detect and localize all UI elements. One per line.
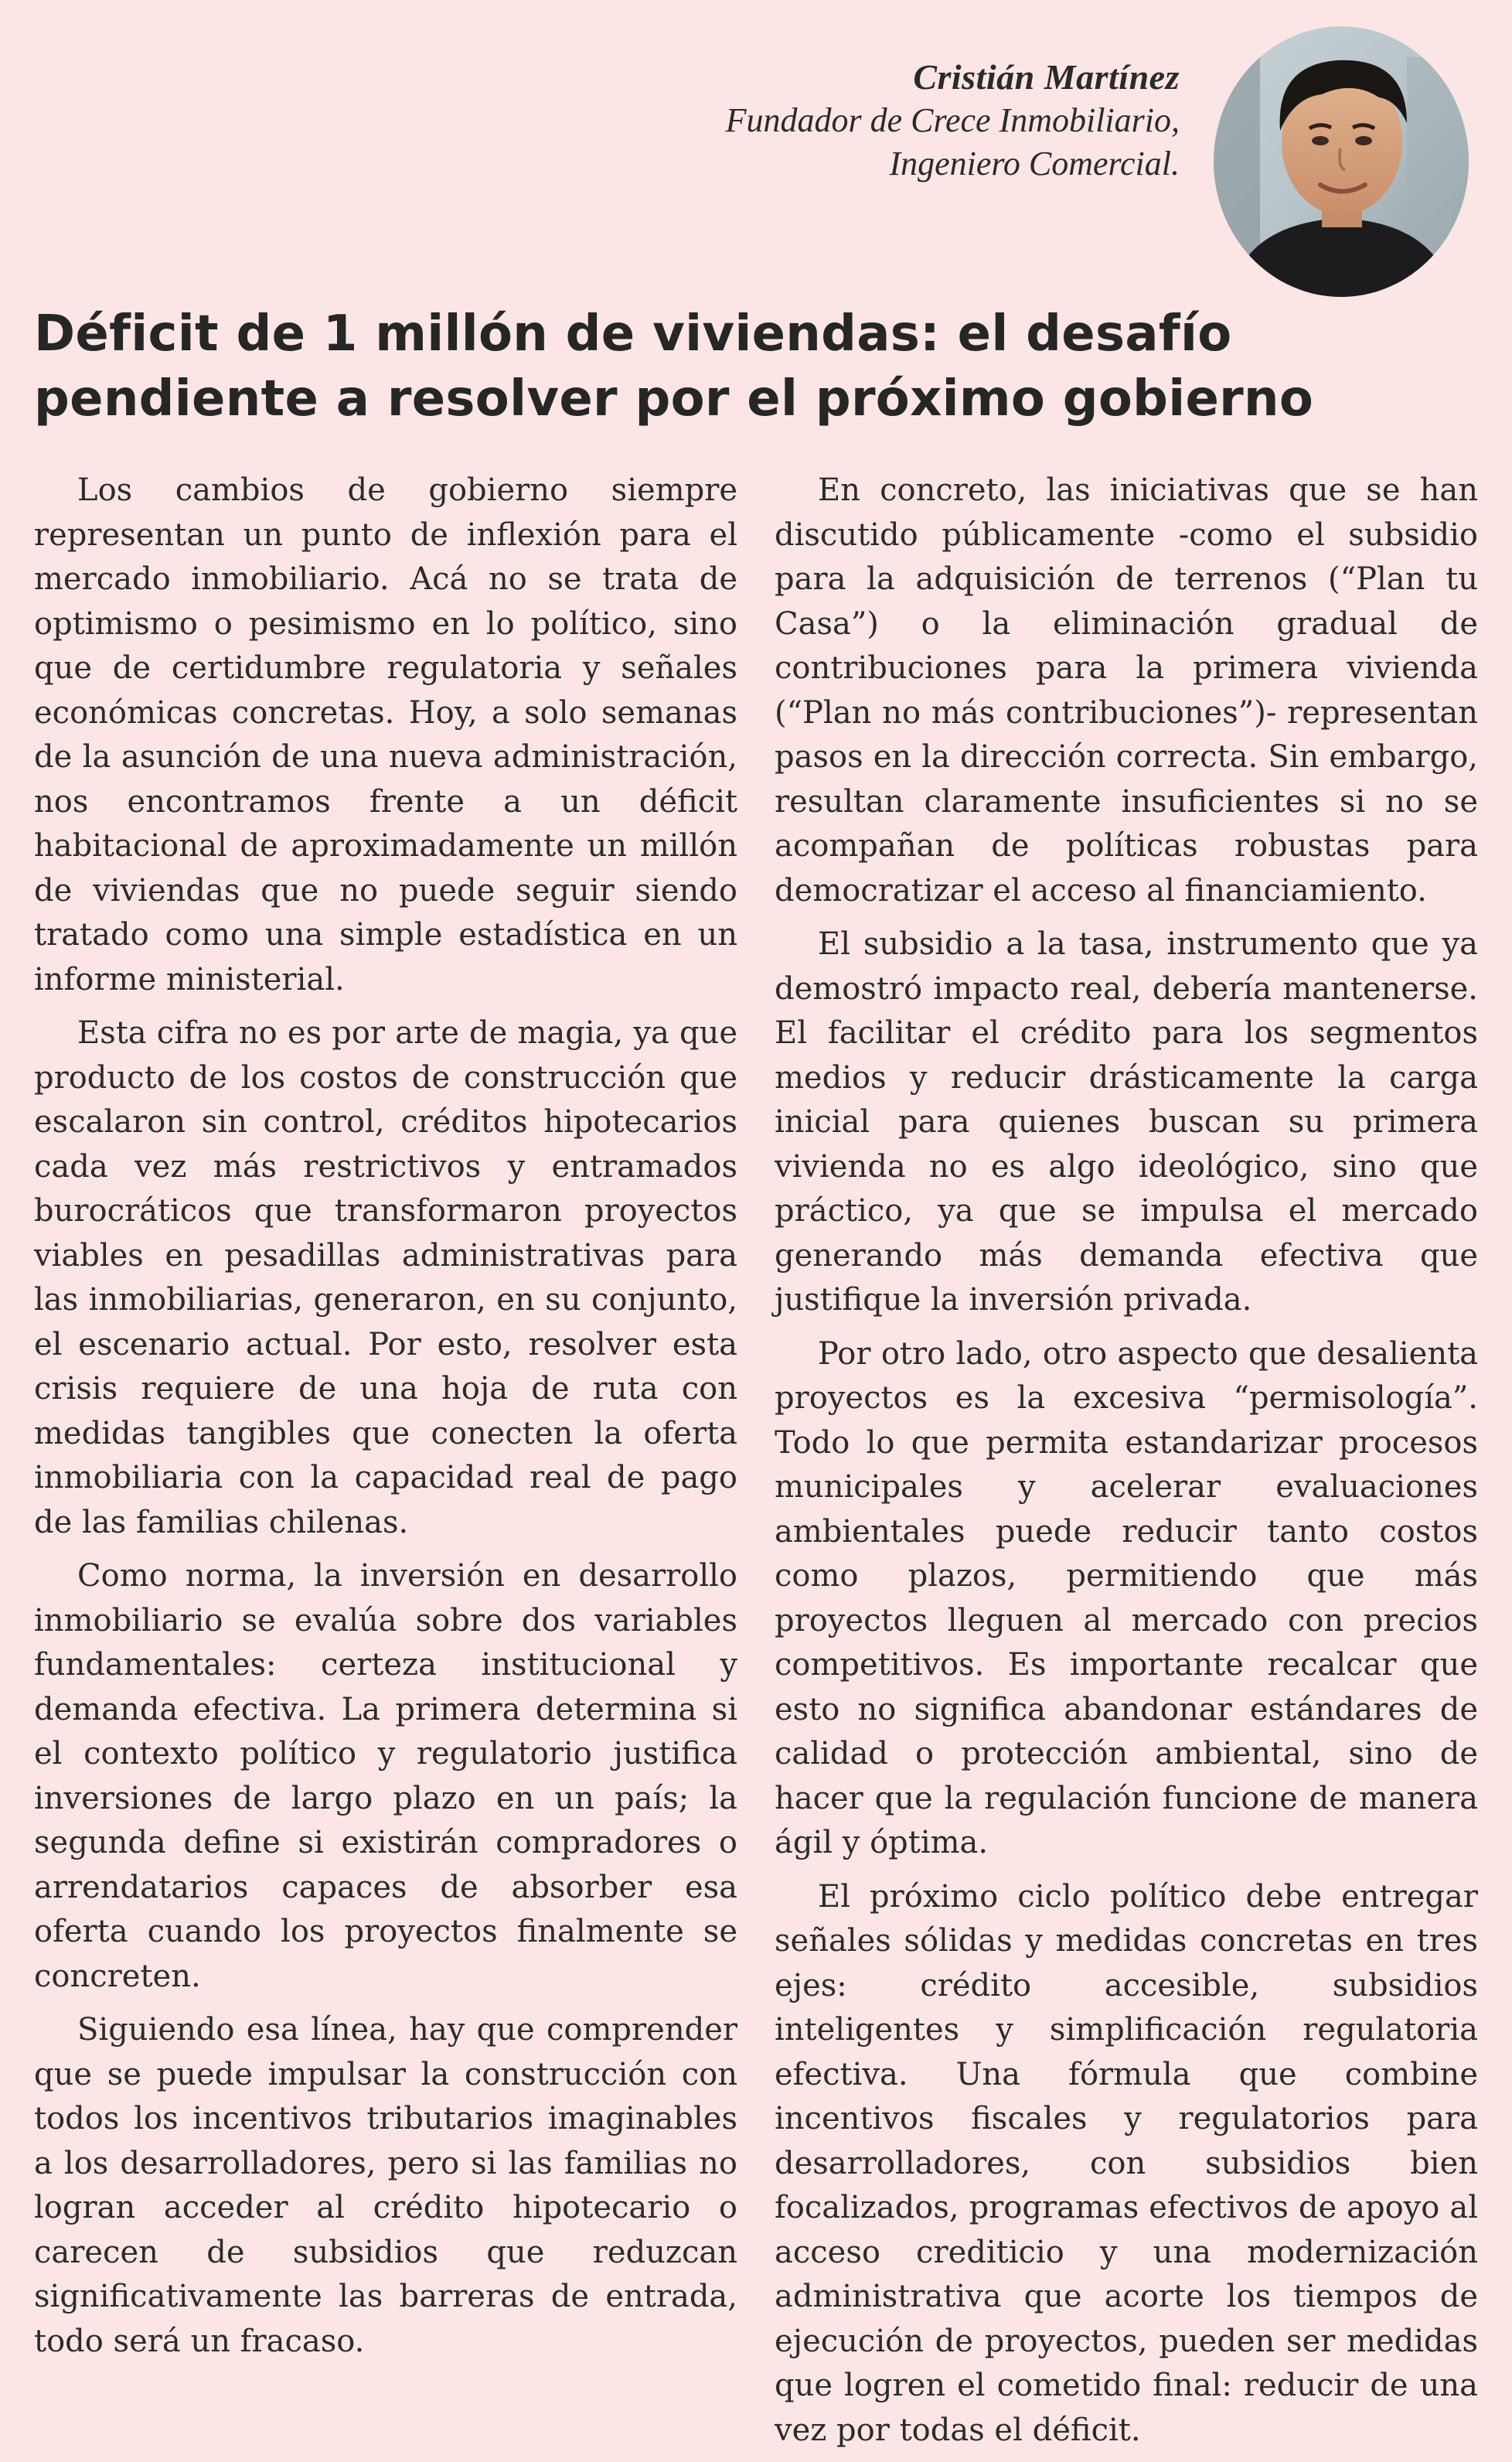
author-portrait [1214, 26, 1469, 297]
paragraph: Siguiendo esa línea, hay que comprender que se puede impulsar la construcción con todos los incentivos tributarios imaginables a los desarrolladores, pero si las familias no logran acceder al crédito hipotecario o carecen de subsidios que reduzcan significativamente las barreras de entrada, todo será un fracaso. [34, 2012, 737, 2359]
author-role-line-2: Ingeniero Comercial. [889, 145, 1180, 182]
headline: Déficit de 1 millón de viviendas: el desafío pendiente a resolver por el próximo gobierno [34, 305, 1314, 428]
portrait-illustration [1214, 26, 1469, 297]
author-name: Cristián Martínez [913, 57, 1180, 97]
paragraph: Los cambios de gobierno siempre representan un punto de inflexión para el mercado inmobiliario. Acá no se trata de optimismo o pesimismo en lo político, sino que de certidumbre regulatoria y señales económicas concretas. Hoy, a solo semanas de la asunción de una nueva administración, nos encontramos frente a un déficit habitacional de aproximadamente un millón de viviendas que no puede seguir siendo tratado como una simple estadística en un informe ministerial. [34, 472, 737, 997]
paragraph: Esta cifra no es por arte de magia, ya que producto de los costos de construcción que escalaron sin control, créditos hipotecarios cada vez más restrictivos y entramados burocráticos que transformaron proyectos viables en pesadillas administrativas para las inmobiliarias, generaron, en su conjunto, el escenario actual. Por esto, resolver esta crisis requiere de una hoja de ruta con medidas tangibles que conecten la oferta inmobiliaria con la capacidad real de pago de las familias chilenas. [34, 1015, 737, 1540]
paragraph: Por otro lado, otro aspecto que desalienta proyectos es la excesiva “permisología”. Todo lo que permita estandarizar procesos municipales y acelerar evaluaciones ambientales puede reducir tanto costos como plazos, permitiendo que más proyectos lleguen al mercado con precios competitivos. Es importante recalcar que esto no significa abandonar estándares de calidad o protección ambiental, sino de hacer que la regulación funcione de manera ágil y óptima. [775, 1335, 1478, 1860]
article-column-right [775, 469, 1478, 2462]
article-column-left [34, 469, 737, 2373]
paragraph: En concreto, las iniciativas que se han discutido públicamente -como el subsidio para la adquisición de terrenos (“Plan tu Casa”) o la eliminación gradual de contribuciones para la primera vivienda (“Plan no más contribuciones”)- representan pasos en la dirección correcta. Sin embargo, resultan claramente insuficientes si no se acompañan de políticas robustas para democratizar el acceso al financiamiento. [775, 472, 1478, 909]
paragraph: El subsidio a la tasa, instrumento que ya demostró impacto real, debería mantenerse. El facilitar el crédito para los segmentos medios y reducir drásticamente la carga inicial para quienes buscan su primera vivienda no es algo ideológico, sino que práctico, ya que se impulsa el mercado generando más demanda efectiva que justifique la inversión privada. [775, 926, 1478, 1318]
paragraph: Como norma, la inversión en desarrollo inmobiliario se evalúa sobre dos variables fundamentales: certeza institucional y demanda efectiva. La primera determina si el contexto político y regulatorio justifica inversiones de largo plazo en un país; la segunda define si existirán compradores o arrendatarios capaces de absorber esa oferta cuando los proyectos finalmente se concreten. [34, 1558, 737, 1994]
paragraph: El próximo ciclo político debe entregar señales sólidas y medidas concretas en tres ejes: crédito accesible, subsidios inteligentes y simplificación regulatoria efectiva. Una fórmula que combine incentivos fiscales y regulatorios para desarrolladores, con subsidios bien focalizados, programas efectivos de apoyo al acceso crediticio y una modernización administrativa que acorte los tiempos de ejecución de proyectos, pueden ser medidas que logren el cometido final: reducir de una vez por todas el déficit. [775, 1878, 1478, 2448]
author-credit [726, 56, 1180, 186]
author-role-line-1: Fundador de Crece Inmobiliario, [725, 101, 1180, 139]
